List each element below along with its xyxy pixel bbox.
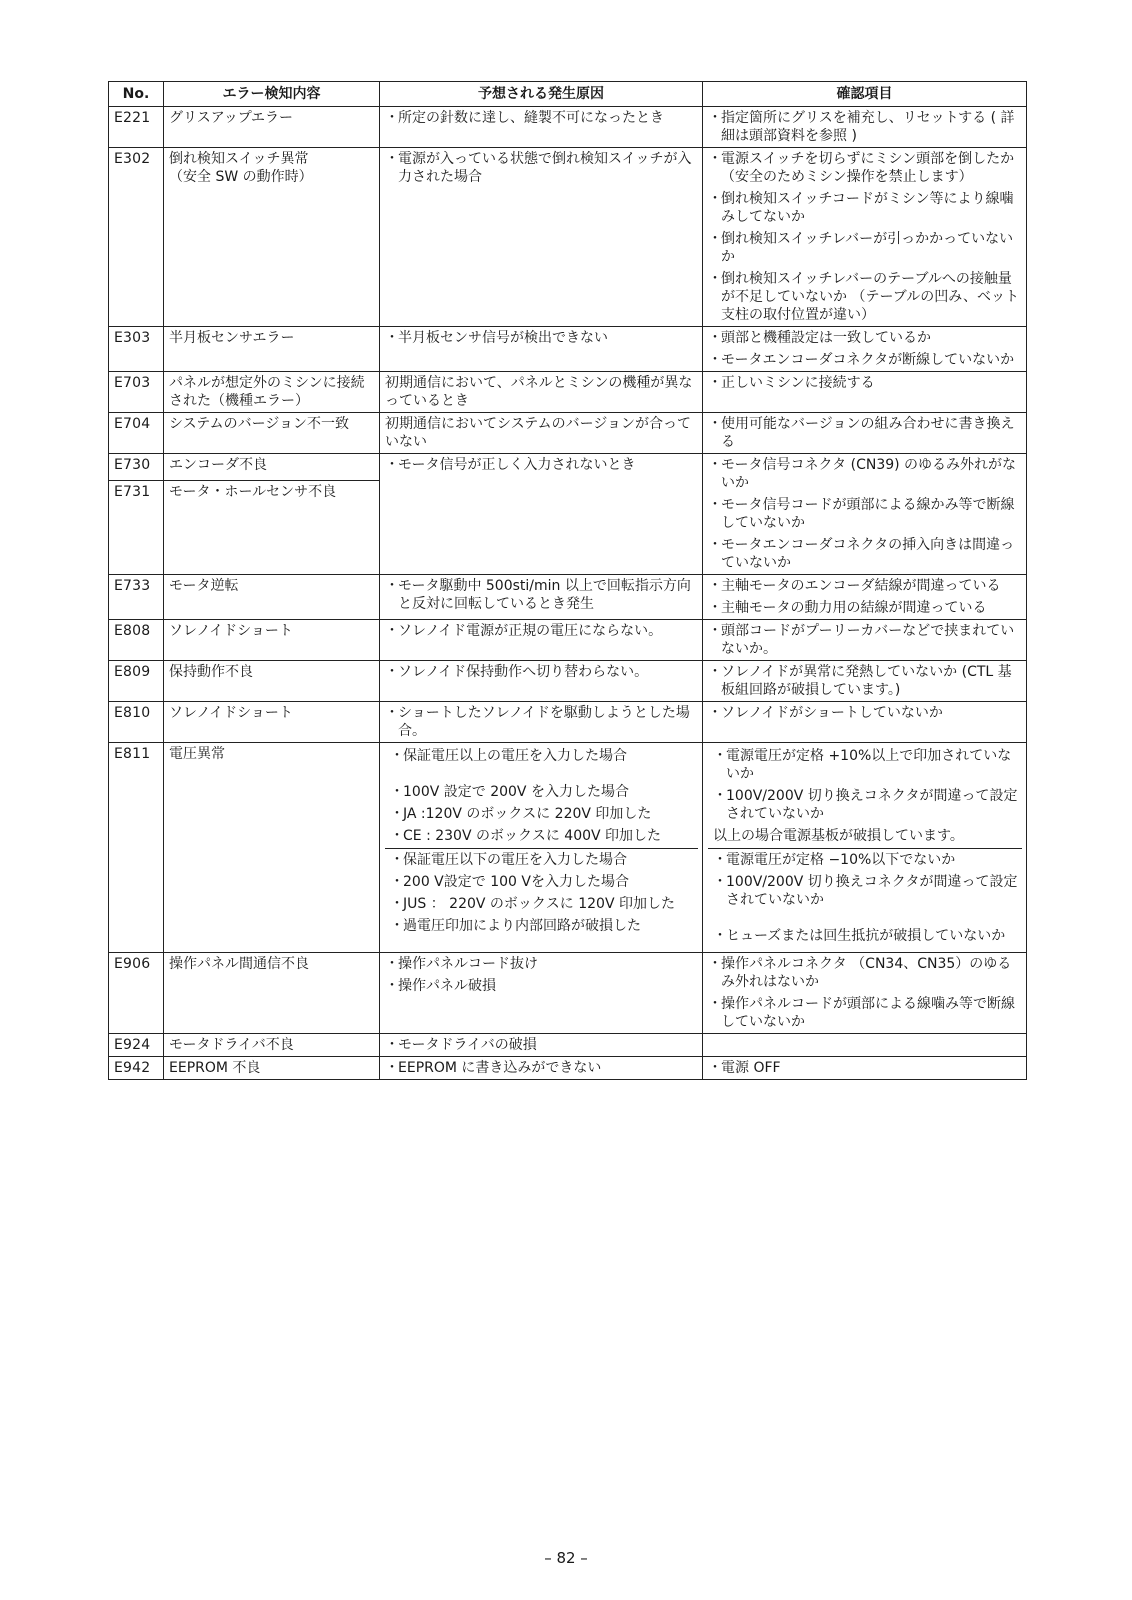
check-text: 操作パネルコネクタ （CN34、CN35）のゆるみ外れはないか (721, 956, 1012, 990)
list-item (385, 1036, 698, 1054)
bullet: ・ (385, 330, 399, 346)
list-item (708, 536, 1022, 572)
undervoltage-cause-block (385, 848, 698, 950)
table-row-e811 (109, 743, 1027, 953)
list-item (708, 456, 1022, 492)
check-text: 倒れ検知スイッチレバーのテーブルへの接触量が不足していないか （テーブルの凹み、ベット支柱の取付位置が違い） (721, 271, 1020, 323)
cause-text: 過電圧印加により内部回路が破損した (403, 918, 641, 934)
check-text: ソレノイドが異常に発熱していないか (CTL 基板組回路が破損しています。) (721, 664, 1012, 698)
check-text: モータエンコーダコネクタが断線していないか (721, 352, 1015, 368)
bullet: ・ (708, 457, 722, 473)
table-row-e733 (109, 575, 1027, 620)
table-row-e221 (109, 107, 1027, 148)
error-check (703, 327, 1027, 372)
check-text: モータ信号コードが頭部による線かみ等で断線していないか (721, 497, 1015, 531)
table-row-e302 (109, 148, 1027, 327)
table-row-e808 (109, 620, 1027, 661)
list-item (708, 109, 1022, 145)
table-row-e730 (109, 454, 1027, 481)
error-cause (380, 702, 703, 743)
list-item (708, 1059, 1022, 1077)
bullet: ・ (708, 956, 722, 972)
table-row-e942 (109, 1057, 1027, 1080)
cause-text: ソレノイド電源が正規の電圧にならない。 (398, 623, 663, 639)
bullet: ・ (708, 664, 722, 680)
bullet: ・ (385, 151, 399, 167)
bullet: ・ (708, 375, 722, 391)
error-check (703, 702, 1027, 743)
cause-text: 所定の針数に達し、縫製不可になったとき (398, 110, 664, 126)
list-item (708, 496, 1022, 532)
cause-text: 操作パネルコード抜け (398, 956, 538, 972)
list-item (708, 704, 1022, 722)
bullet: ・ (385, 1060, 399, 1076)
bullet: ・ (708, 151, 722, 167)
list-item (708, 995, 1022, 1031)
error-check (703, 1034, 1027, 1057)
bullet: ・ (390, 806, 404, 822)
overvoltage-cause-block (385, 745, 698, 848)
cause-text: 電源が入っている状態で倒れ検知スイッチが入力された場合 (398, 151, 692, 185)
list-item (708, 415, 1022, 451)
list-item (708, 663, 1022, 699)
table-row-e703 (109, 372, 1027, 413)
check-text: モータエンコーダコネクタの挿入向きは間違っていないか (721, 537, 1015, 571)
error-cause (380, 148, 703, 327)
page-number: – 82 – (544, 1549, 588, 1567)
check-text: 頭部コードがプーリーカバーなどで挟まれていないか。 (721, 623, 1015, 657)
cause-text: CE : 230V のボックスに 400V 印加した (403, 828, 662, 844)
bullet: ・ (708, 600, 722, 616)
bullet: ・ (390, 918, 404, 934)
cause-text: EEPROM に書き込みができない (398, 1060, 602, 1076)
bullet: ・ (713, 874, 727, 890)
error-content: グリスアップエラー (164, 107, 380, 148)
list-item (390, 851, 694, 869)
error-no: E302 (109, 148, 164, 327)
bullet: ・ (708, 623, 722, 639)
error-code-table (108, 81, 1027, 1080)
check-text: 100V/200V 切り換えコネクタが間違って設定されていないか (726, 788, 1018, 822)
bullet: ・ (385, 110, 399, 126)
bullet: ・ (713, 852, 727, 868)
check-text: 正しいミシンに接続する (721, 375, 875, 391)
error-cause (380, 743, 703, 953)
content-line: 倒れ検知スイッチ異常 (169, 151, 309, 167)
spacer (390, 769, 694, 783)
bullet: ・ (708, 1060, 722, 1076)
error-content: モータドライバ不良 (164, 1034, 380, 1057)
list-item (708, 955, 1022, 991)
list-item (385, 663, 698, 681)
error-cause (380, 620, 703, 661)
bullet: ・ (385, 623, 399, 639)
check-text: 電源 OFF (721, 1060, 781, 1076)
cause-text: JA :120V のボックスに 220V 印加した (403, 806, 652, 822)
error-content: エンコーダ不良 (164, 454, 380, 481)
list-item (385, 109, 698, 127)
error-content: EEPROM 不良 (164, 1057, 380, 1080)
error-content: ソレノイドショート (164, 702, 380, 743)
table-header-row (109, 82, 1027, 107)
bullet: ・ (385, 1037, 399, 1053)
error-no: E809 (109, 661, 164, 702)
list-item (708, 329, 1022, 347)
list-item (708, 374, 1022, 392)
list-item (708, 622, 1022, 658)
cause-text: 操作パネル破損 (398, 978, 496, 994)
list-item (390, 917, 694, 935)
list-item (385, 622, 698, 640)
bullet: ・ (385, 457, 399, 473)
error-no: E731 (109, 481, 164, 575)
bullet: ・ (708, 271, 722, 287)
list-item (708, 599, 1022, 617)
check-text: 操作パネルコードが頭部による線噛み等で断線していないか (721, 996, 1015, 1030)
list-item (385, 150, 698, 186)
check-text: 電源電圧が定格 +10%以上で印加されていないか (726, 748, 1012, 782)
list-item (390, 783, 694, 801)
error-check (703, 107, 1027, 148)
spacer (713, 913, 1018, 927)
list-item (708, 351, 1022, 369)
bullet: ・ (708, 352, 722, 368)
list-item (713, 927, 1018, 945)
check-text: 倒れ検知スイッチレバーが引っかかっていないか (721, 231, 1014, 265)
error-cause (380, 953, 703, 1034)
table-row-e303 (109, 327, 1027, 372)
bullet: ・ (708, 110, 722, 126)
list-item (390, 873, 694, 891)
error-content (164, 148, 380, 327)
bullet: ・ (708, 231, 722, 247)
error-check (703, 953, 1027, 1034)
cause-text: 保証電圧以下の電圧を入力した場合 (403, 852, 627, 868)
error-code-table-sheet (108, 81, 1026, 1080)
undervoltage-check-block (708, 848, 1022, 948)
cause-text: ソレノイド保持動作へ切り替わらない。 (398, 664, 649, 680)
bullet: ・ (713, 928, 727, 944)
list-item (385, 1059, 698, 1077)
header-detection: エラー検知内容 (164, 82, 380, 107)
table-row-e809 (109, 661, 1027, 702)
bullet: ・ (385, 664, 399, 680)
error-no: E703 (109, 372, 164, 413)
bullet: ・ (385, 978, 399, 994)
error-content: パネルが想定外のミシンに接続された（機種エラー） (164, 372, 380, 413)
error-check (703, 1057, 1027, 1080)
check-text: 倒れ検知スイッチコードがミシン等により線噛みしてないか (721, 191, 1014, 225)
error-no: E811 (109, 743, 164, 953)
list-item (385, 955, 698, 973)
header-cause: 予想される発生原因 (380, 82, 703, 107)
bullet: ・ (390, 896, 404, 912)
check-text: 使用可能なバージョンの組み合わせに書き換える (721, 416, 1015, 450)
error-cause (380, 1034, 703, 1057)
error-no: E704 (109, 413, 164, 454)
bullet: ・ (708, 578, 722, 594)
list-item (385, 456, 698, 474)
header-check: 確認項目 (703, 82, 1027, 107)
check-text: 電源スイッチを切らずにミシン頭部を倒したか（安全のためミシン操作を禁止します） (721, 151, 1015, 185)
bullet: ・ (708, 191, 722, 207)
list-item (385, 977, 698, 995)
bullet: ・ (713, 748, 727, 764)
error-cause: 初期通信において、パネルとミシンの機種が異なっているとき (380, 372, 703, 413)
table-row-e906 (109, 953, 1027, 1034)
error-content: ソレノイドショート (164, 620, 380, 661)
bullet: ・ (713, 788, 727, 804)
error-cause (380, 327, 703, 372)
error-content: 保持動作不良 (164, 661, 380, 702)
list-item (708, 270, 1022, 324)
cause-text: ショートしたソレノイドを駆動しようとした場合。 (398, 705, 690, 739)
error-cause (380, 107, 703, 148)
list-item (390, 805, 694, 823)
list-item (713, 873, 1018, 909)
bullet: ・ (708, 996, 722, 1012)
check-text: 電源電圧が定格 −10%以下でないか (726, 852, 956, 868)
error-no: E942 (109, 1057, 164, 1080)
error-check (703, 575, 1027, 620)
error-check (703, 372, 1027, 413)
list-item (708, 190, 1022, 226)
bullet: ・ (708, 330, 722, 346)
bullet: ・ (390, 748, 404, 764)
error-no: E303 (109, 327, 164, 372)
check-text: 主軸モータのエンコーダ結線が間違っている (721, 578, 1001, 594)
error-cause: 初期通信においてシステムのバージョンが合っていない (380, 413, 703, 454)
error-check (703, 413, 1027, 454)
error-check (703, 620, 1027, 661)
error-content: 操作パネル間通信不良 (164, 953, 380, 1034)
error-no: E906 (109, 953, 164, 1034)
bullet: ・ (390, 874, 404, 890)
error-content: モータ逆転 (164, 575, 380, 620)
list-item (390, 895, 694, 913)
error-content: システムのバージョン不一致 (164, 413, 380, 454)
check-text: 頭部と機種設定は一致しているか (721, 330, 931, 346)
bullet: ・ (390, 784, 404, 800)
error-content: 半月板センサエラー (164, 327, 380, 372)
check-text: 100V/200V 切り換えコネクタが間違って設定されていないか (726, 874, 1018, 908)
list-item (708, 150, 1022, 186)
error-cause (380, 575, 703, 620)
error-check (703, 148, 1027, 327)
check-text: 指定箇所にグリスを補充し、リセットする ( 詳細は頭部資料を参照 ) (721, 110, 1015, 144)
list-item (708, 577, 1022, 595)
error-content: 電圧異常 (164, 743, 380, 953)
list-item (390, 827, 694, 845)
bullet: ・ (390, 852, 404, 868)
overvoltage-check-block (708, 745, 1022, 848)
spacer (390, 939, 694, 947)
table-row-e810 (109, 702, 1027, 743)
list-item (713, 747, 1018, 783)
error-cause (380, 1057, 703, 1080)
table-row-e924 (109, 1034, 1027, 1057)
check-text: ヒューズまたは回生抵抗が破損していないか (726, 928, 1006, 944)
header-no: No. (109, 82, 164, 107)
list-item (385, 329, 698, 347)
table-row-e704 (109, 413, 1027, 454)
bullet: ・ (385, 956, 399, 972)
content-line: （安全 SW の動作時） (169, 169, 313, 185)
error-content: モータ・ホールセンサ不良 (164, 481, 380, 575)
list-item (708, 230, 1022, 266)
bullet: ・ (385, 578, 399, 594)
cause-text: 半月板センサ信号が検出できない (398, 330, 608, 346)
cause-text: モータドライバの破損 (398, 1037, 537, 1053)
cause-text: モータ信号が正しく入力されないとき (398, 457, 636, 473)
cause-text: モータ駆動中 500sti/min 以上で回転指示方向と反対に回転しているとき発生 (398, 578, 691, 612)
error-check (703, 661, 1027, 702)
error-no: E924 (109, 1034, 164, 1057)
error-no: E810 (109, 702, 164, 743)
list-item (713, 851, 1018, 869)
bullet: ・ (708, 537, 722, 553)
cause-text: JUS ： 220V のボックスに 120V 印加した (403, 896, 675, 912)
list-item (390, 747, 694, 765)
list-item (713, 787, 1018, 823)
bullet: ・ (708, 497, 722, 513)
error-no: E733 (109, 575, 164, 620)
check-text: 主軸モータの動力用の結線が間違っている (721, 600, 987, 616)
error-cause (380, 454, 703, 575)
check-text: ソレノイドがショートしていないか (721, 705, 943, 721)
check-text: モータ信号コネクタ (CN39) のゆるみ外れがないか (721, 457, 1017, 491)
check-note: 以上の場合電源基板が破損しています。 (713, 828, 964, 844)
cause-text: 200 V設定で 100 Vを入力した場合 (403, 874, 629, 890)
bullet: ・ (390, 828, 404, 844)
error-no: E808 (109, 620, 164, 661)
cause-text: 100V 設定で 200V を入力した場合 (403, 784, 629, 800)
bullet: ・ (385, 705, 399, 721)
error-no: E730 (109, 454, 164, 481)
list-item (385, 704, 698, 740)
list-item (385, 577, 698, 613)
bullet: ・ (708, 416, 722, 432)
error-check (703, 743, 1027, 953)
cause-text: 保証電圧以上の電圧を入力した場合 (403, 748, 627, 764)
error-check (703, 454, 1027, 575)
error-cause (380, 661, 703, 702)
error-no: E221 (109, 107, 164, 148)
bullet: ・ (708, 705, 722, 721)
